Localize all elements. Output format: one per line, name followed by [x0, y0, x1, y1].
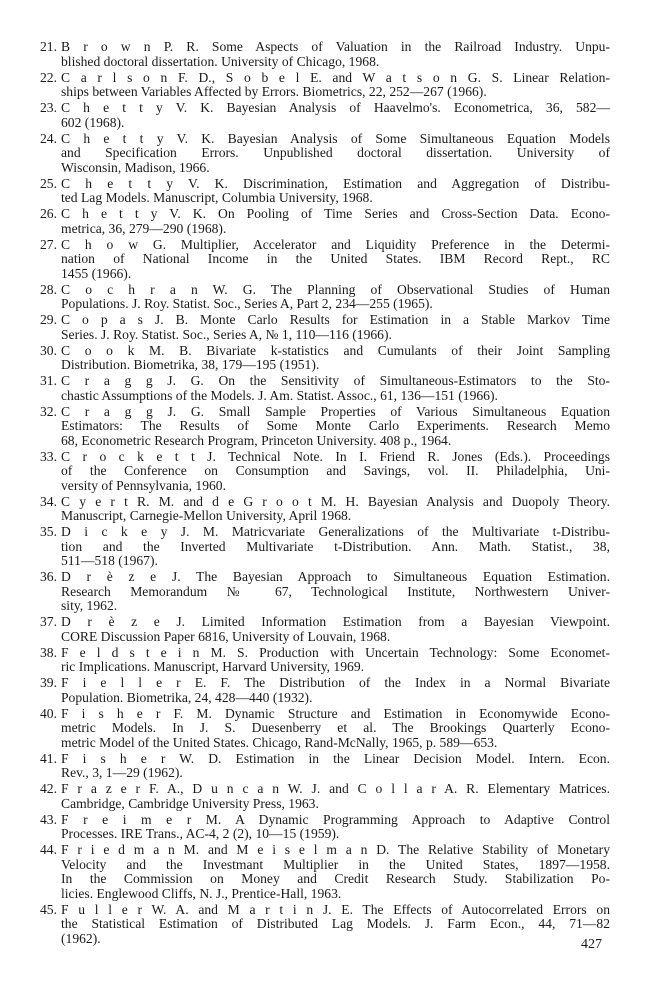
reference-text: [61, 676, 610, 705]
reference-number: 23.: [40, 100, 57, 115]
reference-line: Population. Biometrika, 24, 428—440 (1932).: [61, 689, 313, 705]
reference-entry: [32, 615, 610, 644]
reference-line: Series. J. Roy. Statist. Soc., Series A, № 1, 110—116 (1966).: [61, 326, 392, 342]
reference-line: F i s h e r W. D. Estimation in the Linear Decision Model. Intern. Econ.: [61, 750, 610, 766]
reference-number: 33.: [40, 448, 57, 464]
reference-line: C h e t t y V. K. Discrimination, Estimation and Aggregation of Distribu-: [61, 175, 610, 191]
reference-line: (1962).: [61, 930, 101, 946]
reference-line: Manuscript, Carnegie-Mellon University, April 1968.: [61, 508, 352, 523]
reference-line: C r a g g J. G. On the Sensitivity of Simultaneous-Estimators to the Sto-: [61, 373, 610, 388]
reference-number: 36.: [40, 569, 57, 584]
reference-line: Processes. IRE Trans., AC-4, 2 (2), 10—15 (1959).: [61, 826, 340, 841]
reference-text: [61, 405, 610, 449]
reference-line: C h e t t y V. K. Bayesian Analysis of Some Simultaneous Equation Models: [61, 130, 610, 146]
reference-line: B r o w n P. R. Some Aspects of Valuation in the Railroad Industry. Unpu-: [61, 39, 610, 54]
reference-number: 39.: [40, 675, 57, 690]
reference-entry: [32, 71, 610, 100]
reference-text: [61, 752, 610, 781]
reference-entry: [32, 752, 610, 781]
reference-line: Rev., 3, 1—29 (1962).: [61, 765, 183, 780]
reference-line: blished doctoral dissertation. University of Chicago, 1968.: [61, 53, 380, 69]
reference-line: sity, 1962.: [61, 598, 118, 613]
reference-text: [61, 450, 610, 494]
reference-text: [61, 813, 610, 842]
reference-text: [61, 313, 610, 342]
reference-line: and Specification Errors. Unpublished doctoral dissertation. University of: [61, 145, 610, 160]
reference-text: [61, 40, 610, 69]
reference-entry: [32, 207, 610, 236]
reference-text: [61, 101, 610, 130]
reference-entry: [32, 313, 610, 342]
reference-line: D r è z e J. Limited Information Estimation from a Bayesian Viewpoint.: [61, 614, 610, 629]
reference-number: 27.: [40, 236, 57, 252]
reference-line: Research Memorandum № 67, Technological Institute, Northwestern Univer-: [61, 583, 610, 599]
reference-number: 35.: [40, 524, 57, 539]
reference-line: nation of National Income in the United States. IBM Record Rept., RC: [61, 251, 610, 266]
reference-line: C r a g g J. G. Small Sample Properties of Various Simultaneous Equation: [61, 403, 610, 419]
reference-entry: [32, 405, 610, 449]
reference-text: [61, 495, 610, 524]
reference-line: F i s h e r F. M. Dynamic Structure and Estimation in Economywide Econo-: [61, 705, 610, 721]
reference-entry: [32, 101, 610, 130]
reference-list: [32, 40, 610, 946]
reference-entry: [32, 238, 610, 282]
reference-text: [61, 344, 610, 373]
reference-number: 40.: [40, 705, 57, 721]
reference-number: 32.: [40, 403, 57, 419]
reference-line: Wisconsin, Madison, 1966.: [61, 159, 210, 175]
reference-number: 43.: [40, 811, 57, 827]
reference-line: F e l d s t e i n M. S. Production with Uncertain Technology: Some Economet-: [61, 644, 610, 660]
reference-line: D r è z e J. The Bayesian Approach to Simultaneous Equation Estimation.: [61, 569, 610, 584]
reference-line: F u l l e r W. A. and M a r t i n J. E. The Effects of Autocorrelated Errors on: [61, 901, 610, 917]
reference-text: [61, 207, 610, 236]
reference-entry: [32, 813, 610, 842]
reference-line: chastic Assumptions of the Models. J. Am. Statist. Assoc., 61, 136—151 (1966).: [61, 387, 498, 403]
reference-entry: [32, 782, 610, 811]
reference-number: 44.: [40, 842, 57, 857]
reference-line: Populations. J. Roy. Statist. Soc., Series A, Part 2, 234—255 (1965).: [61, 296, 433, 311]
reference-line: 602 (1968).: [61, 114, 125, 130]
reference-entry: [32, 344, 610, 373]
reference-line: Cambridge, Cambridge University Press, 1963.: [61, 795, 319, 811]
reference-number: 24.: [40, 130, 57, 146]
reference-number: 45.: [40, 901, 57, 917]
reference-line: 68, Econometric Research Program, Princeton University. 408 p., 1964.: [61, 432, 452, 448]
reference-line: 511—518 (1967).: [61, 553, 158, 568]
reference-text: [61, 132, 610, 176]
reference-entry: [32, 676, 610, 705]
reference-text: [61, 570, 610, 614]
reference-line: Estimators: The Results of Some Monte Carlo Experiments. Research Memo: [61, 418, 610, 433]
reference-line: metric Models. In J. S. Duesenberry et al. The Brookings Quarterly Econo-: [61, 720, 610, 735]
reference-entry: [32, 132, 610, 176]
reference-text: [61, 374, 610, 403]
reference-line: F r a z e r F. A., D u n c a n W. J. and C o l l a r A. R. Elementary Matrices.: [61, 781, 610, 796]
reference-text: [61, 177, 610, 206]
reference-entry: [32, 374, 610, 403]
reference-entry: [32, 495, 610, 524]
reference-line: F r i e d m a n M. and M e i s e l m a n D. The Relative Stability of Monetary: [61, 842, 610, 857]
reference-entry: [32, 903, 610, 947]
reference-text: [61, 843, 610, 901]
reference-line: C r o c k e t t J. Technical Note. In I. Friend R. Jones (Eds.). Proceedings: [61, 448, 610, 464]
reference-line: C a r l s o n F. D., S o b e l E. and W a t s o n G. S. Linear Relation-: [61, 69, 610, 85]
reference-line: versity of Pennsylvania, 1960.: [61, 477, 226, 493]
reference-line: D i c k e y J. M. Matricvariate Generalizations of the Multivariate t-Distribu-: [61, 524, 610, 539]
reference-line: metric Model of the United States. Chicago, Rand-McNally, 1965, p. 589—653.: [61, 734, 498, 750]
reference-number: 28.: [40, 281, 57, 297]
reference-entry: [32, 40, 610, 69]
page-number: 427: [581, 937, 602, 952]
reference-text: [61, 903, 610, 947]
reference-number: 29.: [40, 312, 57, 327]
reference-entry: [32, 843, 610, 901]
reference-number: 21.: [40, 39, 57, 54]
reference-entry: [32, 525, 610, 569]
reference-text: [61, 646, 610, 675]
reference-line: Distribution. Biometrika, 38, 179—195 (1951).: [61, 357, 320, 372]
reference-line: ships between Variables Affected by Errors. Biometrics, 22, 252—267 (1966).: [61, 84, 487, 99]
reference-line: CORE Discussion Paper 6816, University of Louvain, 1968.: [61, 628, 391, 644]
reference-line: 1455 (1966).: [61, 265, 132, 281]
reference-line: C h e t t y V. K. On Pooling of Time Series and Cross-Section Data. Econo-: [61, 206, 610, 221]
reference-line: F i e l l e r E. F. The Distribution of the Index in a Normal Bivariate: [61, 675, 610, 690]
reference-line: ric Implications. Manuscript, Harvard University, 1969.: [61, 659, 365, 674]
reference-line: C o c h r a n W. G. The Planning of Observational Studies of Human: [61, 281, 610, 297]
reference-line: metrica, 36, 279—290 (1968).: [61, 220, 227, 236]
reference-number: 31.: [40, 373, 57, 388]
reference-line: C o o k M. B. Bivariate k-statistics and Cumulants of their Joint Sampling: [61, 342, 610, 358]
reference-line: Velocity and the Investmant Multiplier in the United States, 1897—1958.: [61, 856, 610, 872]
reference-line: of the Conference on Consumption and Savings, vol. II. Philadelphia, Uni-: [61, 463, 610, 478]
reference-text: [61, 283, 610, 312]
reference-number: 22.: [40, 69, 57, 85]
reference-entry: [32, 570, 610, 614]
reference-text: [61, 615, 610, 644]
reference-number: 41.: [40, 750, 57, 766]
reference-line: C o p a s J. B. Monte Carlo Results for Estimation in a Stable Markov Time: [61, 312, 610, 327]
reference-text: [61, 238, 610, 282]
reference-text: [61, 782, 610, 811]
reference-number: 42.: [40, 781, 57, 796]
reference-line: C h e t t y V. K. Bayesian Analysis of Haavelmo's. Econometrica, 36, 582—: [61, 100, 610, 115]
reference-entry: [32, 646, 610, 675]
reference-line: C h o w G. Multiplier, Accelerator and Liquidity Preference in the Determi-: [61, 236, 610, 252]
reference-number: 34.: [40, 493, 57, 509]
reference-entry: [32, 283, 610, 312]
reference-text: [61, 525, 610, 569]
reference-number: 30.: [40, 342, 57, 358]
reference-entry: [32, 177, 610, 206]
reference-line: tion and the Inverted Multivariate t-Distribution. Ann. Math. Statist., 38,: [61, 538, 610, 554]
reference-entry: [32, 707, 610, 751]
reference-text: [61, 707, 610, 751]
reference-line: licies. Englewood Cliffs, N. J., Prentice-Hall, 1963.: [61, 885, 342, 901]
reference-number: 25.: [40, 175, 57, 191]
reference-line: C y e r t R. M. and d e G r o o t M. H. Bayesian Analysis and Duopoly Theory.: [61, 493, 610, 509]
reference-line: F r e i m e r M. A Dynamic Programming Approach to Adaptive Control: [61, 811, 610, 827]
reference-number: 26.: [40, 206, 57, 221]
reference-entry: [32, 450, 610, 494]
reference-number: 38.: [40, 644, 57, 660]
reference-text: [61, 71, 610, 100]
reference-line: ted Lag Models. Manuscript, Columbia University, 1968.: [61, 190, 373, 205]
reference-line: the Statistical Estimation of Distributed Lag Models. J. Farm Econ., 44, 71—82: [61, 916, 610, 931]
reference-line: In the Commission on Money and Credit Research Study. Stabilization Po-: [61, 871, 610, 886]
reference-number: 37.: [40, 614, 57, 629]
